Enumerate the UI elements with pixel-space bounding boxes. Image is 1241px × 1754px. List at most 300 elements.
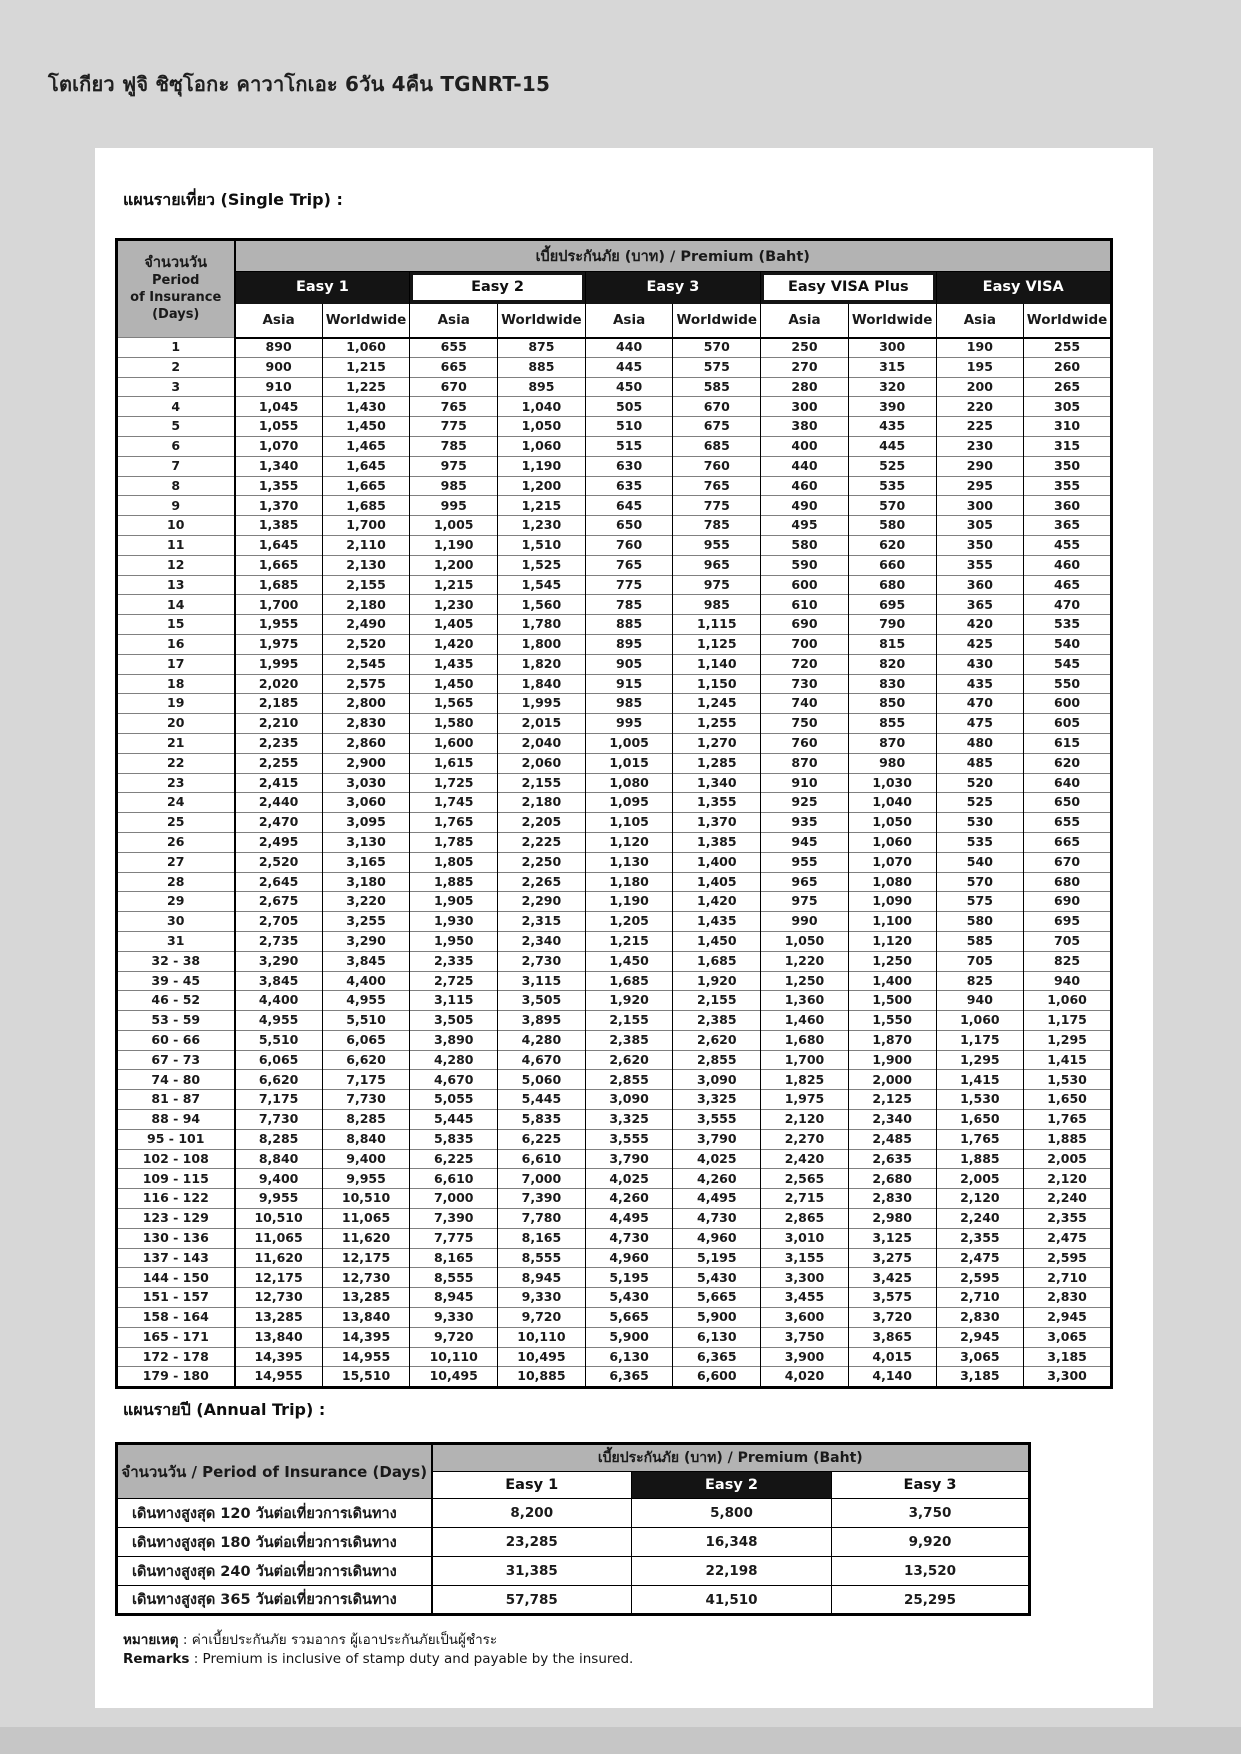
premium-cell: 3,750 [761, 1327, 849, 1347]
plan-header-label: Easy 1 [295, 279, 349, 296]
premium-cell: 4,495 [585, 1209, 673, 1229]
premium-cell: 3,065 [936, 1347, 1024, 1367]
premium-cell: 580 [848, 516, 936, 536]
premium-cell: 640 [1024, 773, 1112, 793]
premium-cell: 3,090 [585, 1090, 673, 1110]
premium-cell: 1,040 [498, 397, 586, 417]
premium-cell: 2,180 [498, 793, 586, 813]
premium-cell: 695 [848, 595, 936, 615]
single-trip-row [117, 813, 1112, 833]
premium-cell: 13,840 [235, 1327, 323, 1347]
premium-cell: 1,355 [235, 476, 323, 496]
premium-cell: 510 [585, 417, 673, 437]
single-trip-row [117, 1189, 1112, 1209]
premium-cell: 2,020 [235, 674, 323, 694]
premium-cell: 3,065 [1024, 1327, 1112, 1347]
days-cell: 109 - 115 [117, 1169, 235, 1189]
days-cell: 95 - 101 [117, 1129, 235, 1149]
premium-cell: 300 [761, 397, 849, 417]
days-cell: 102 - 108 [117, 1149, 235, 1169]
premium-cell: 1,415 [936, 1070, 1024, 1090]
annual-plan-header-easy-2: Easy 2 [632, 1472, 832, 1499]
premium-cell: 705 [1024, 931, 1112, 951]
premium-cell: 975 [673, 575, 761, 595]
premium-cell: 1,070 [235, 436, 323, 456]
premium-cell: 11,620 [235, 1248, 323, 1268]
premium-cell: 1,450 [585, 951, 673, 971]
premium-cell: 1,955 [235, 615, 323, 635]
premium-cell: 1,645 [322, 456, 410, 476]
premium-cell: 7,175 [235, 1090, 323, 1110]
premium-cell: 1,800 [498, 634, 586, 654]
premium-cell: 1,465 [322, 436, 410, 456]
premium-cell: 1,005 [410, 516, 498, 536]
annual-trip-table [115, 1442, 1031, 1616]
premium-cell: 2,635 [848, 1149, 936, 1169]
premium-cell: 3,325 [673, 1090, 761, 1110]
premium-cell: 1,885 [936, 1149, 1024, 1169]
premium-cell: 1,095 [585, 793, 673, 813]
premium-cell: 2,735 [235, 931, 323, 951]
premium-cell: 1,905 [410, 892, 498, 912]
premium-cell: 3,185 [1024, 1347, 1112, 1367]
premium-cell: 985 [673, 595, 761, 615]
single-trip-row [117, 1030, 1112, 1050]
days-cell: 28 [117, 872, 235, 892]
annual-trip-row [117, 1586, 1030, 1615]
premium-cell: 1,780 [498, 615, 586, 635]
premium-cell: 2,340 [498, 931, 586, 951]
premium-cell: 435 [848, 417, 936, 437]
premium-cell: 460 [1024, 555, 1112, 575]
premium-cell: 4,960 [673, 1228, 761, 1248]
premium-cell: 8,555 [498, 1248, 586, 1268]
premium-cell: 430 [936, 654, 1024, 674]
premium-cell: 360 [936, 575, 1024, 595]
premium-cell: 905 [585, 654, 673, 674]
premium-cell: 785 [585, 595, 673, 615]
premium-cell: 320 [848, 377, 936, 397]
premium-cell: 1,700 [235, 595, 323, 615]
premium-cell: 2,005 [936, 1169, 1024, 1189]
single-trip-row [117, 1248, 1112, 1268]
premium-cell: 680 [848, 575, 936, 595]
premium-cell: 685 [673, 436, 761, 456]
annual-premium-cell: 16,348 [632, 1528, 832, 1557]
days-cell: 60 - 66 [117, 1030, 235, 1050]
premium-cell: 4,260 [673, 1169, 761, 1189]
premium-cell: 3,275 [848, 1248, 936, 1268]
plan-header-easy-visa [936, 272, 1111, 304]
premium-cell: 570 [848, 496, 936, 516]
premium-cell: 850 [848, 694, 936, 714]
premium-cell: 895 [498, 377, 586, 397]
single-trip-table-body [117, 338, 1112, 1388]
premium-cell: 4,140 [848, 1367, 936, 1388]
single-trip-row [117, 1169, 1112, 1189]
premium-cell: 1,175 [936, 1030, 1024, 1050]
premium-cell: 440 [761, 456, 849, 476]
premium-cell: 1,220 [761, 951, 849, 971]
premium-cell: 980 [848, 753, 936, 773]
single-trip-section-title: แผนรายเที่ยว (Single Trip) : [123, 190, 343, 209]
premium-cell: 825 [1024, 951, 1112, 971]
annual-days-cell: เดินทางสูงสุด 240 วันต่อเที่ยวการเดินทาง [117, 1557, 432, 1586]
premium-cell: 2,485 [848, 1129, 936, 1149]
premium-cell: 1,180 [585, 872, 673, 892]
premium-cell: 720 [761, 654, 849, 674]
days-cell: 20 [117, 714, 235, 734]
premium-cell: 2,730 [498, 951, 586, 971]
premium-cell: 2,575 [322, 674, 410, 694]
single-trip-row [117, 595, 1112, 615]
premium-cell: 5,835 [498, 1110, 586, 1130]
premium-cell: 1,205 [585, 912, 673, 932]
premium-cell: 1,580 [410, 714, 498, 734]
premium-cell: 4,955 [235, 1011, 323, 1031]
premium-cell: 3,555 [585, 1129, 673, 1149]
premium-cell: 600 [761, 575, 849, 595]
premium-cell: 3,155 [761, 1248, 849, 1268]
premium-cell: 3,790 [673, 1129, 761, 1149]
premium-cell: 1,215 [585, 931, 673, 951]
premium-cell: 1,550 [848, 1011, 936, 1031]
premium-cell: 1,560 [498, 595, 586, 615]
premium-cell: 1,650 [936, 1110, 1024, 1130]
premium-cell: 910 [235, 377, 323, 397]
premium-cell: 670 [673, 397, 761, 417]
remark-thai [123, 1628, 497, 1650]
region-header-easy-visa-plus-asia: Asia [761, 304, 849, 338]
region-header-easy-1-asia: Asia [235, 304, 323, 338]
premium-cell: 870 [761, 753, 849, 773]
premium-cell: 2,420 [761, 1149, 849, 1169]
premium-cell: 1,225 [322, 377, 410, 397]
premium-cell: 6,065 [322, 1030, 410, 1050]
premium-cell: 13,285 [322, 1288, 410, 1308]
annual-premium-cell: 5,800 [632, 1499, 832, 1528]
days-column-header [117, 240, 235, 338]
premium-cell: 8,165 [410, 1248, 498, 1268]
premium-cell: 1,420 [673, 892, 761, 912]
premium-cell: 535 [1024, 615, 1112, 635]
premium-cell: 14,955 [322, 1347, 410, 1367]
premium-cell: 1,270 [673, 733, 761, 753]
premium-cell: 2,490 [322, 615, 410, 635]
premium-cell: 690 [761, 615, 849, 635]
premium-cell: 300 [936, 496, 1024, 516]
premium-cell: 990 [761, 912, 849, 932]
days-cell: 13 [117, 575, 235, 595]
days-cell: 29 [117, 892, 235, 912]
days-cell: 21 [117, 733, 235, 753]
single-trip-row [117, 714, 1112, 734]
days-cell: 53 - 59 [117, 1011, 235, 1031]
single-trip-row [117, 516, 1112, 536]
premium-cell: 3,325 [585, 1110, 673, 1130]
days-cell: 26 [117, 832, 235, 852]
premium-cell: 680 [1024, 872, 1112, 892]
premium-cell: 540 [936, 852, 1024, 872]
premium-cell: 2,385 [673, 1011, 761, 1031]
premium-cell: 14,395 [235, 1347, 323, 1367]
premium-cell: 1,765 [410, 813, 498, 833]
premium-cell: 13,285 [235, 1308, 323, 1328]
premium-cell: 955 [761, 852, 849, 872]
premium-cell: 965 [761, 872, 849, 892]
premium-cell: 7,730 [235, 1110, 323, 1130]
premium-cell: 7,730 [322, 1090, 410, 1110]
days-cell: 158 - 164 [117, 1308, 235, 1328]
premium-cell: 525 [936, 793, 1024, 813]
premium-cell: 2,040 [498, 733, 586, 753]
premium-cell: 1,525 [498, 555, 586, 575]
premium-cell: 195 [936, 357, 1024, 377]
premium-cell: 3,600 [761, 1308, 849, 1328]
premium-cell: 2,855 [673, 1050, 761, 1070]
premium-cell: 4,400 [235, 991, 323, 1011]
premium-cell: 635 [585, 476, 673, 496]
premium-cell: 2,595 [936, 1268, 1024, 1288]
premium-cell: 380 [761, 417, 849, 437]
premium-cell: 455 [1024, 535, 1112, 555]
annual-premium-cell: 22,198 [632, 1557, 832, 1586]
single-trip-row [117, 674, 1112, 694]
days-cell: 17 [117, 654, 235, 674]
premium-cell: 190 [936, 338, 1024, 358]
premium-cell: 9,720 [498, 1308, 586, 1328]
premium-cell: 12,730 [322, 1268, 410, 1288]
premium-cell: 315 [848, 357, 936, 377]
plan-header-easy-2 [410, 272, 585, 304]
premium-cell: 2,645 [235, 872, 323, 892]
premium-cell: 1,355 [673, 793, 761, 813]
premium-cell: 2,865 [761, 1209, 849, 1229]
premium-cell: 5,900 [673, 1308, 761, 1328]
premium-cell: 445 [585, 357, 673, 377]
premium-cell: 4,955 [322, 991, 410, 1011]
days-header-line: จำนวนวัน [144, 255, 208, 272]
annual-trip-row [117, 1499, 1030, 1528]
premium-cell: 2,520 [322, 634, 410, 654]
premium-cell: 13,840 [322, 1308, 410, 1328]
single-trip-row [117, 1308, 1112, 1328]
premium-cell: 830 [848, 674, 936, 694]
premium-cell: 200 [936, 377, 1024, 397]
days-cell: 81 - 87 [117, 1090, 235, 1110]
premium-cell: 4,400 [322, 971, 410, 991]
premium-cell: 1,245 [673, 694, 761, 714]
premium-cell: 9,330 [410, 1308, 498, 1328]
premium-cell: 2,565 [761, 1169, 849, 1189]
premium-cell: 1,250 [761, 971, 849, 991]
premium-cell: 910 [761, 773, 849, 793]
premium-cell: 2,335 [410, 951, 498, 971]
days-cell: 1 [117, 338, 235, 358]
days-cell: 15 [117, 615, 235, 635]
days-cell: 144 - 150 [117, 1268, 235, 1288]
premium-cell: 3,090 [673, 1070, 761, 1090]
premium-cell: 1,120 [585, 832, 673, 852]
page-title: โตเกียว ฟูจิ ชิซุโอกะ คาวาโกเอะ 6วัน 4คืน TGNRT-15 [48, 72, 551, 96]
premium-cell: 7,175 [322, 1070, 410, 1090]
premium-cell: 955 [673, 535, 761, 555]
premium-cell: 3,255 [322, 912, 410, 932]
premium-cell: 540 [1024, 634, 1112, 654]
premium-cell: 600 [1024, 694, 1112, 714]
premium-cell: 705 [936, 951, 1024, 971]
premium-cell: 3,060 [322, 793, 410, 813]
premium-cell: 1,175 [1024, 1011, 1112, 1031]
premium-cell: 1,885 [1024, 1129, 1112, 1149]
premium-cell: 2,860 [322, 733, 410, 753]
days-cell: 2 [117, 357, 235, 377]
premium-cell: 1,700 [761, 1050, 849, 1070]
premium-cell: 650 [585, 516, 673, 536]
premium-cell: 2,980 [848, 1209, 936, 1229]
premium-cell: 2,475 [1024, 1228, 1112, 1248]
plan-header-easy-1 [235, 272, 410, 304]
premium-cell: 975 [410, 456, 498, 476]
single-trip-row [117, 1228, 1112, 1248]
premium-cell: 885 [585, 615, 673, 635]
premium-cell: 12,175 [235, 1268, 323, 1288]
premium-cell: 995 [410, 496, 498, 516]
single-trip-row [117, 476, 1112, 496]
annual-premium-cell: 3,750 [832, 1499, 1030, 1528]
premium-cell: 1,255 [673, 714, 761, 734]
days-cell: 12 [117, 555, 235, 575]
premium-cell: 5,900 [585, 1327, 673, 1347]
premium-cell: 420 [936, 615, 1024, 635]
premium-cell: 1,190 [585, 892, 673, 912]
annual-premium-cell: 8,200 [432, 1499, 632, 1528]
premium-cell: 1,700 [322, 516, 410, 536]
premium-cell: 4,670 [498, 1050, 586, 1070]
premium-cell: 700 [761, 634, 849, 654]
single-trip-row [117, 377, 1112, 397]
annual-plan-header-easy-1: Easy 1 [432, 1472, 632, 1499]
premium-cell: 1,650 [1024, 1090, 1112, 1110]
premium-cell: 6,365 [585, 1367, 673, 1388]
premium-cell: 11,620 [322, 1228, 410, 1248]
premium-cell: 450 [585, 377, 673, 397]
premium-cell: 940 [936, 991, 1024, 1011]
single-trip-row [117, 1050, 1112, 1070]
days-cell: 88 - 94 [117, 1110, 235, 1130]
premium-cell: 505 [585, 397, 673, 417]
premium-cell: 630 [585, 456, 673, 476]
premium-cell: 3,095 [322, 813, 410, 833]
annual-trip-table-body [117, 1499, 1030, 1615]
premium-cell: 1,975 [761, 1090, 849, 1110]
premium-cell: 2,155 [585, 1011, 673, 1031]
premium-cell: 4,280 [498, 1030, 586, 1050]
premium-cell: 1,645 [235, 535, 323, 555]
premium-cell: 10,495 [498, 1347, 586, 1367]
single-trip-row [117, 1129, 1112, 1149]
annual-premium-cell: 23,285 [432, 1528, 632, 1557]
premium-cell: 3,845 [322, 951, 410, 971]
single-trip-row [117, 338, 1112, 358]
premium-cell: 2,475 [936, 1248, 1024, 1268]
premium-cell: 1,840 [498, 674, 586, 694]
premium-cell: 5,445 [498, 1090, 586, 1110]
premium-cell: 1,400 [848, 971, 936, 991]
premium-cell: 1,825 [761, 1070, 849, 1090]
premium-cell: 255 [1024, 338, 1112, 358]
premium-cell: 665 [1024, 832, 1112, 852]
premium-cell: 445 [848, 436, 936, 456]
premium-cell: 1,530 [1024, 1070, 1112, 1090]
premium-cell: 400 [761, 436, 849, 456]
premium-cell: 1,995 [235, 654, 323, 674]
annual-days-cell: เดินทางสูงสุด 365 วันต่อเที่ยวการเดินทาง [117, 1586, 432, 1615]
premium-cell: 1,340 [673, 773, 761, 793]
premium-cell: 1,665 [322, 476, 410, 496]
premium-cell: 6,610 [498, 1149, 586, 1169]
premium-cell: 265 [1024, 377, 1112, 397]
annual-plan-header-easy-3: Easy 3 [832, 1472, 1030, 1499]
premium-cell: 1,215 [322, 357, 410, 377]
plan-header-row [117, 272, 1112, 304]
premium-cell: 790 [848, 615, 936, 635]
days-cell: 8 [117, 476, 235, 496]
annual-premium-cell: 41,510 [632, 1586, 832, 1615]
premium-cell: 1,190 [410, 535, 498, 555]
premium-cell: 675 [673, 417, 761, 437]
premium-cell: 575 [673, 357, 761, 377]
days-cell: 123 - 129 [117, 1209, 235, 1229]
premium-cell: 250 [761, 338, 849, 358]
premium-cell: 2,180 [322, 595, 410, 615]
premium-cell: 1,295 [936, 1050, 1024, 1070]
single-trip-row [117, 1149, 1112, 1169]
premium-cell: 6,130 [585, 1347, 673, 1367]
single-trip-row [117, 971, 1112, 991]
premium-cell: 2,125 [848, 1090, 936, 1110]
premium-cell: 360 [1024, 496, 1112, 516]
days-cell: 9 [117, 496, 235, 516]
days-cell: 172 - 178 [117, 1347, 235, 1367]
premium-cell: 1,680 [761, 1030, 849, 1050]
premium-cell: 1,725 [410, 773, 498, 793]
region-header-easy-2-asia: Asia [410, 304, 498, 338]
premium-cell: 305 [1024, 397, 1112, 417]
single-trip-row [117, 773, 1112, 793]
premium-cell: 1,150 [673, 674, 761, 694]
annual-premium-header-row [117, 1444, 1030, 1472]
premium-cell: 1,685 [322, 496, 410, 516]
premium-cell: 1,030 [848, 773, 936, 793]
premium-cell: 3,125 [848, 1228, 936, 1248]
premium-cell: 1,005 [585, 733, 673, 753]
premium-cell: 490 [761, 496, 849, 516]
days-cell: 14 [117, 595, 235, 615]
premium-cell: 2,855 [585, 1070, 673, 1090]
days-cell: 74 - 80 [117, 1070, 235, 1090]
premium-cell: 1,420 [410, 634, 498, 654]
premium-cell: 1,370 [235, 496, 323, 516]
days-cell: 67 - 73 [117, 1050, 235, 1070]
premium-cell: 3,900 [761, 1347, 849, 1367]
premium-cell: 1,930 [410, 912, 498, 932]
premium-cell: 6,620 [235, 1070, 323, 1090]
single-trip-row [117, 1268, 1112, 1288]
premium-cell: 5,835 [410, 1129, 498, 1149]
premium-cell: 1,765 [1024, 1110, 1112, 1130]
premium-cell: 350 [936, 535, 1024, 555]
